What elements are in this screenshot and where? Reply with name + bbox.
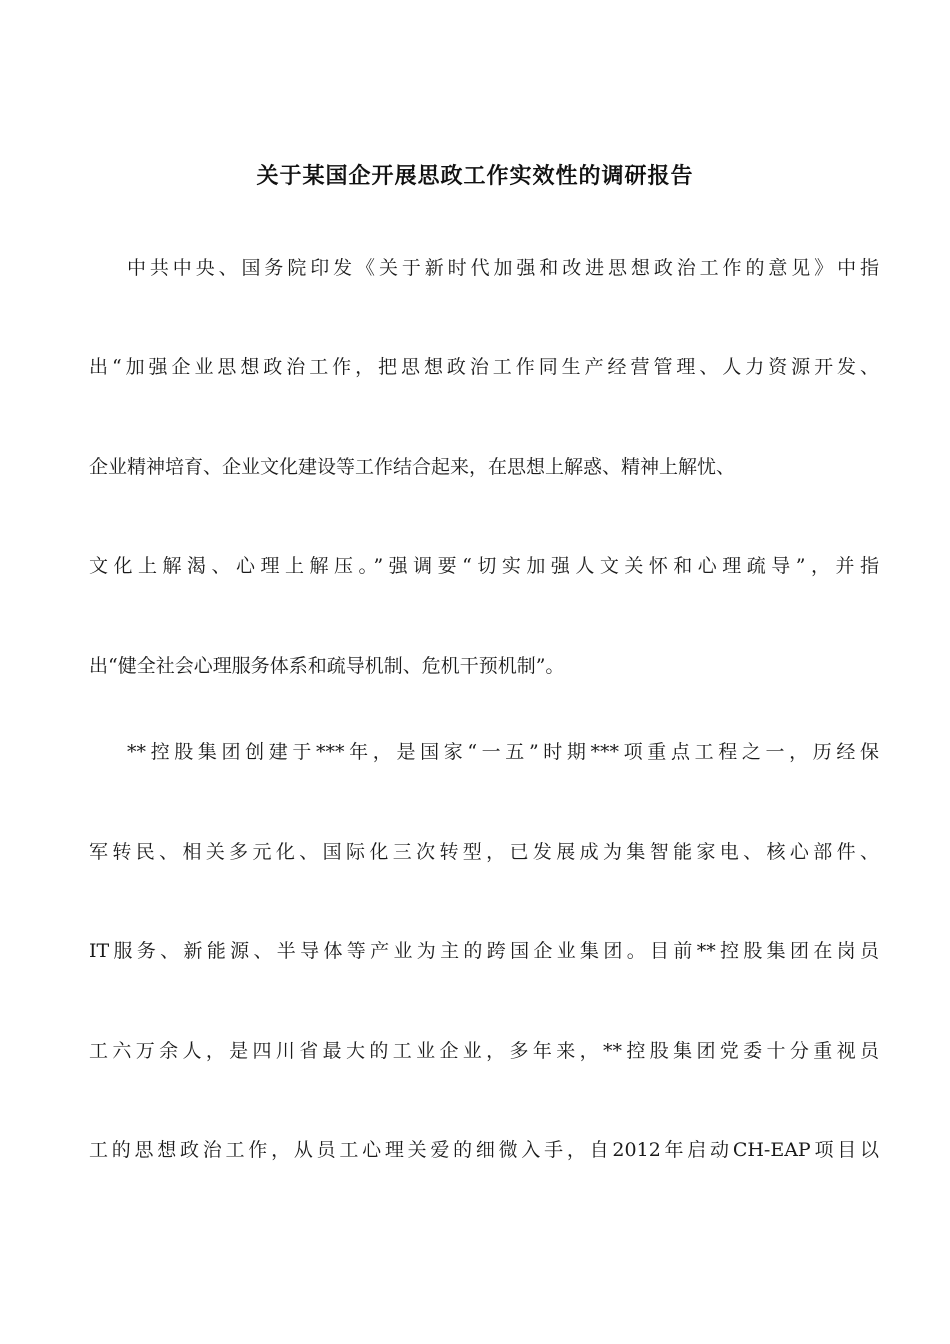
paragraph-line: 中共中央、国务院印发《关于新时代加强和改进思想政治工作的意见》中指 [127,257,879,279]
paragraph-line: 工的思想政治工作，从员工心理关爱的细微入手，自2012年启动CH-EAP项目以 [89,1139,879,1161]
paragraph-line: IT服务、新能源、半导体等产业为主的跨国企业集团。目前**控股集团在岗员 [89,940,879,962]
paragraph-line: 出“健全社会心理服务体系和疏导机制、危机干预机制”。 [89,655,565,677]
paragraph-line: 军转民、相关多元化、国际化三次转型，已发展成为集智能家电、核心部件、 [89,841,879,863]
paragraph-line: 文化上解渴、心理上解压。”强调要“切实加强人文关怀和心理疏导”，并指 [89,555,879,577]
document-title: 关于某国企开展思政工作实效性的调研报告 [256,163,694,189]
paragraph-line: 出“加强企业思想政治工作，把思想政治工作同生产经营管理、人力资源开发、 [89,356,879,378]
paragraph-line: **控股集团创建于***年，是国家“一五”时期***项重点工程之一，历经保 [127,741,879,763]
paragraph-line: 企业精神培育、企业文化建设等工作结合起来，在思想上解惑、精神上解忧、 [89,456,736,478]
paragraph-line: 工六万余人，是四川省最大的工业企业，多年来，**控股集团党委十分重视员 [89,1040,879,1062]
